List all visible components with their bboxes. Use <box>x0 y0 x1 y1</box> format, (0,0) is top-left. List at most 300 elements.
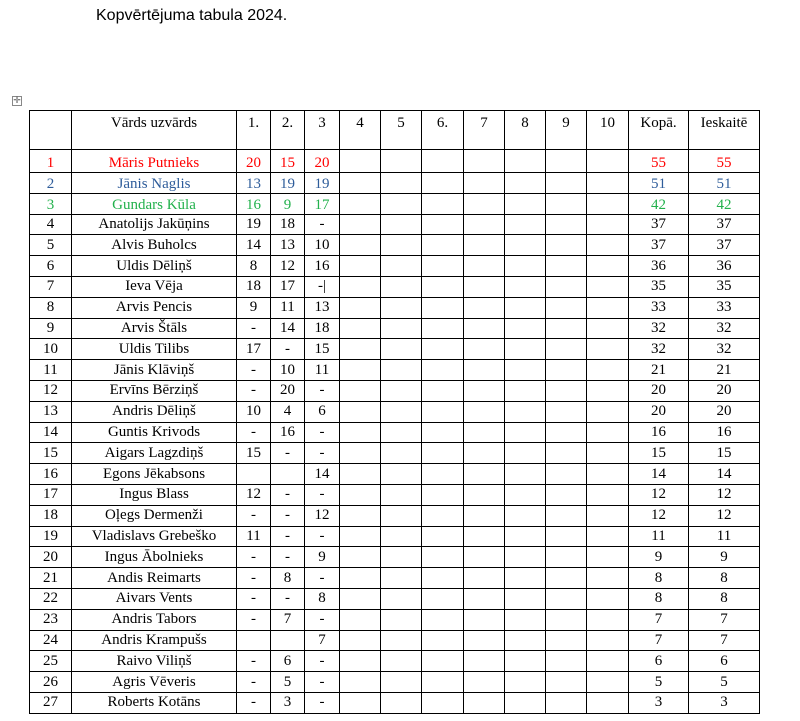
empty-round-cell <box>546 672 587 693</box>
table-row <box>30 609 760 630</box>
empty-round-cell <box>546 193 587 214</box>
empty-round-cell <box>422 173 464 194</box>
empty-round-cell <box>464 505 505 526</box>
empty-round-cell <box>505 505 546 526</box>
empty-round-cell <box>587 150 629 173</box>
table-row <box>30 547 760 568</box>
name-cell: Māris Putnieks <box>72 150 237 173</box>
empty-round-cell <box>546 692 587 713</box>
empty-round-cell <box>422 150 464 173</box>
round-3-cell: 13 <box>305 297 340 318</box>
round-1-cell: 17 <box>237 339 271 360</box>
empty-round-cell <box>587 464 629 485</box>
empty-round-cell <box>587 173 629 194</box>
table-row <box>30 630 760 651</box>
column-header: 4 <box>340 111 381 150</box>
round-3-cell: - <box>305 214 340 235</box>
empty-round-cell <box>546 547 587 568</box>
round-1-cell: - <box>237 568 271 589</box>
name-cell: Jānis Klāviņš <box>72 360 237 381</box>
credit-cell: 42 <box>689 193 760 214</box>
empty-round-cell <box>381 547 422 568</box>
empty-round-cell <box>505 360 546 381</box>
empty-round-cell <box>546 443 587 464</box>
table-row <box>30 360 760 381</box>
place-cell: 20 <box>30 547 72 568</box>
round-1-cell: - <box>237 360 271 381</box>
round-1-cell: - <box>237 692 271 713</box>
empty-round-cell <box>587 568 629 589</box>
total-cell: 36 <box>629 256 689 277</box>
empty-round-cell <box>546 651 587 672</box>
name-cell: Alvis Buholcs <box>72 235 237 256</box>
name-cell: Ieva Vēja <box>72 276 237 297</box>
column-header: Vārds uzvārds <box>72 111 237 150</box>
table-row <box>30 672 760 693</box>
name-cell: Ingus Ābolnieks <box>72 547 237 568</box>
round-2-cell: 11 <box>271 297 305 318</box>
empty-round-cell <box>422 193 464 214</box>
credit-cell: 33 <box>689 297 760 318</box>
empty-round-cell <box>340 339 381 360</box>
empty-round-cell <box>464 568 505 589</box>
credit-cell: 32 <box>689 339 760 360</box>
credit-cell: 37 <box>689 214 760 235</box>
table-row <box>30 235 760 256</box>
empty-round-cell <box>381 443 422 464</box>
column-header: 2. <box>271 111 305 150</box>
credit-cell: 12 <box>689 484 760 505</box>
place-cell: 4 <box>30 214 72 235</box>
round-1-cell: - <box>237 422 271 443</box>
empty-round-cell <box>464 150 505 173</box>
name-cell: Agris Vēveris <box>72 672 237 693</box>
column-header: 6. <box>422 111 464 150</box>
place-cell: 24 <box>30 630 72 651</box>
empty-round-cell <box>546 360 587 381</box>
empty-round-cell <box>464 276 505 297</box>
empty-round-cell <box>587 380 629 401</box>
empty-round-cell <box>464 422 505 443</box>
credit-cell: 6 <box>689 651 760 672</box>
round-2-cell: 16 <box>271 422 305 443</box>
standings-table <box>29 110 760 714</box>
empty-round-cell <box>422 318 464 339</box>
empty-round-cell <box>381 588 422 609</box>
round-1-cell: - <box>237 505 271 526</box>
empty-round-cell <box>340 297 381 318</box>
table-row <box>30 214 760 235</box>
empty-round-cell <box>340 380 381 401</box>
round-2-cell: 19 <box>271 173 305 194</box>
round-3-cell: 19 <box>305 173 340 194</box>
round-3-cell: 20 <box>305 150 340 173</box>
name-cell: Uldis Dēliņš <box>72 256 237 277</box>
empty-round-cell <box>505 588 546 609</box>
empty-round-cell <box>381 276 422 297</box>
empty-round-cell <box>505 422 546 443</box>
place-cell: 26 <box>30 672 72 693</box>
credit-cell: 37 <box>689 235 760 256</box>
empty-round-cell <box>505 464 546 485</box>
place-cell: 6 <box>30 256 72 277</box>
empty-round-cell <box>546 568 587 589</box>
credit-cell: 35 <box>689 276 760 297</box>
credit-cell: 12 <box>689 505 760 526</box>
round-2-cell: 9 <box>271 193 305 214</box>
round-3-cell: -| <box>305 276 340 297</box>
empty-round-cell <box>464 692 505 713</box>
name-cell: Egons Jēkabsons <box>72 464 237 485</box>
empty-round-cell <box>464 339 505 360</box>
empty-round-cell <box>381 568 422 589</box>
round-3-cell: 12 <box>305 505 340 526</box>
total-cell: 37 <box>629 235 689 256</box>
credit-cell: 7 <box>689 630 760 651</box>
empty-round-cell <box>587 692 629 713</box>
empty-round-cell <box>587 672 629 693</box>
empty-round-cell <box>422 547 464 568</box>
empty-round-cell <box>381 464 422 485</box>
place-cell: 18 <box>30 505 72 526</box>
name-cell: Andris Tabors <box>72 609 237 630</box>
total-cell: 42 <box>629 193 689 214</box>
empty-round-cell <box>381 339 422 360</box>
total-cell: 15 <box>629 443 689 464</box>
round-1-cell: 19 <box>237 214 271 235</box>
empty-round-cell <box>464 173 505 194</box>
empty-round-cell <box>464 651 505 672</box>
table-row <box>30 276 760 297</box>
round-2-cell: - <box>271 484 305 505</box>
credit-cell: 32 <box>689 318 760 339</box>
empty-round-cell <box>381 193 422 214</box>
round-1-cell: 9 <box>237 297 271 318</box>
total-cell: 32 <box>629 339 689 360</box>
empty-round-cell <box>422 401 464 422</box>
empty-round-cell <box>381 401 422 422</box>
place-cell: 27 <box>30 692 72 713</box>
name-cell: Gundars Kūla <box>72 193 237 214</box>
round-2-cell: 5 <box>271 672 305 693</box>
empty-round-cell <box>340 401 381 422</box>
credit-cell: 5 <box>689 672 760 693</box>
empty-round-cell <box>340 193 381 214</box>
table-row <box>30 526 760 547</box>
round-3-cell: 16 <box>305 256 340 277</box>
column-header: 5 <box>381 111 422 150</box>
empty-round-cell <box>587 360 629 381</box>
table-row <box>30 380 760 401</box>
empty-round-cell <box>464 297 505 318</box>
empty-round-cell <box>587 630 629 651</box>
total-cell: 51 <box>629 173 689 194</box>
credit-cell: 21 <box>689 360 760 381</box>
round-1-cell: 13 <box>237 173 271 194</box>
credit-cell: 7 <box>689 609 760 630</box>
round-1-cell: - <box>237 318 271 339</box>
place-cell: 1 <box>30 150 72 173</box>
round-1-cell: - <box>237 380 271 401</box>
credit-cell: 14 <box>689 464 760 485</box>
column-header: 10 <box>587 111 629 150</box>
empty-round-cell <box>546 235 587 256</box>
table-row <box>30 692 760 713</box>
round-1-cell: 20 <box>237 150 271 173</box>
round-1-cell: 12 <box>237 484 271 505</box>
empty-round-cell <box>381 484 422 505</box>
empty-round-cell <box>340 422 381 443</box>
empty-round-cell <box>381 150 422 173</box>
credit-cell: 36 <box>689 256 760 277</box>
empty-round-cell <box>505 193 546 214</box>
empty-round-cell <box>340 609 381 630</box>
total-cell: 16 <box>629 422 689 443</box>
empty-round-cell <box>505 380 546 401</box>
round-2-cell: - <box>271 505 305 526</box>
empty-round-cell <box>340 173 381 194</box>
round-1-cell: - <box>237 547 271 568</box>
empty-round-cell <box>505 318 546 339</box>
empty-round-cell <box>464 630 505 651</box>
name-cell: Aivars Vents <box>72 588 237 609</box>
empty-round-cell <box>340 276 381 297</box>
round-2-cell: 6 <box>271 651 305 672</box>
empty-round-cell <box>546 484 587 505</box>
total-cell: 3 <box>629 692 689 713</box>
empty-round-cell <box>505 672 546 693</box>
name-cell: Guntis Krivods <box>72 422 237 443</box>
empty-round-cell <box>340 692 381 713</box>
round-1-cell: 15 <box>237 443 271 464</box>
round-2-cell: 18 <box>271 214 305 235</box>
place-cell: 5 <box>30 235 72 256</box>
empty-round-cell <box>464 464 505 485</box>
empty-round-cell <box>422 443 464 464</box>
column-header: 9 <box>546 111 587 150</box>
empty-round-cell <box>422 672 464 693</box>
empty-round-cell <box>546 318 587 339</box>
empty-round-cell <box>587 505 629 526</box>
round-2-cell: - <box>271 588 305 609</box>
empty-round-cell <box>587 401 629 422</box>
empty-round-cell <box>340 568 381 589</box>
empty-round-cell <box>381 672 422 693</box>
table-row <box>30 568 760 589</box>
empty-round-cell <box>587 193 629 214</box>
empty-round-cell <box>505 150 546 173</box>
empty-round-cell <box>587 339 629 360</box>
name-cell: Arvis Štāls <box>72 318 237 339</box>
place-cell: 19 <box>30 526 72 547</box>
round-2-cell: 10 <box>271 360 305 381</box>
credit-cell: 9 <box>689 547 760 568</box>
total-cell: 14 <box>629 464 689 485</box>
table-row <box>30 318 760 339</box>
total-cell: 12 <box>629 484 689 505</box>
column-header: 1. <box>237 111 271 150</box>
empty-round-cell <box>422 422 464 443</box>
table-row <box>30 422 760 443</box>
place-cell: 10 <box>30 339 72 360</box>
table-row <box>30 297 760 318</box>
round-2-cell <box>271 464 305 485</box>
empty-round-cell <box>422 588 464 609</box>
credit-cell: 55 <box>689 150 760 173</box>
empty-round-cell <box>505 214 546 235</box>
empty-round-cell <box>546 588 587 609</box>
empty-round-cell <box>505 526 546 547</box>
place-cell: 16 <box>30 464 72 485</box>
place-cell: 21 <box>30 568 72 589</box>
round-1-cell: 14 <box>237 235 271 256</box>
total-cell: 32 <box>629 318 689 339</box>
total-cell: 35 <box>629 276 689 297</box>
column-header: 8 <box>505 111 546 150</box>
empty-round-cell <box>505 339 546 360</box>
empty-round-cell <box>381 630 422 651</box>
round-3-cell: - <box>305 526 340 547</box>
name-cell: Oļegs Dermenži <box>72 505 237 526</box>
credit-cell: 20 <box>689 401 760 422</box>
round-1-cell: 8 <box>237 256 271 277</box>
round-1-cell: 16 <box>237 193 271 214</box>
empty-round-cell <box>340 443 381 464</box>
empty-round-cell <box>587 609 629 630</box>
empty-round-cell <box>340 651 381 672</box>
name-cell: Ingus Blass <box>72 484 237 505</box>
name-cell: Ervīns Bērziņš <box>72 380 237 401</box>
table-row <box>30 443 760 464</box>
round-1-cell: 18 <box>237 276 271 297</box>
total-cell: 21 <box>629 360 689 381</box>
name-cell: Raivo Viliņš <box>72 651 237 672</box>
round-2-cell: 7 <box>271 609 305 630</box>
empty-round-cell <box>505 568 546 589</box>
empty-round-cell <box>546 630 587 651</box>
round-1-cell: - <box>237 609 271 630</box>
empty-round-cell <box>422 464 464 485</box>
round-3-cell: 11 <box>305 360 340 381</box>
name-cell: Jānis Naglis <box>72 173 237 194</box>
empty-round-cell <box>381 256 422 277</box>
empty-round-cell <box>381 318 422 339</box>
round-2-cell: 15 <box>271 150 305 173</box>
column-header: 7 <box>464 111 505 150</box>
round-3-cell: - <box>305 692 340 713</box>
round-3-cell: 10 <box>305 235 340 256</box>
empty-round-cell <box>587 276 629 297</box>
table-row <box>30 588 760 609</box>
table-row <box>30 256 760 277</box>
empty-round-cell <box>464 609 505 630</box>
empty-round-cell <box>464 672 505 693</box>
round-3-cell: 6 <box>305 401 340 422</box>
empty-round-cell <box>340 672 381 693</box>
empty-round-cell <box>340 256 381 277</box>
empty-round-cell <box>587 443 629 464</box>
empty-round-cell <box>464 443 505 464</box>
table-row <box>30 401 760 422</box>
name-cell: Andris Krampušs <box>72 630 237 651</box>
empty-round-cell <box>381 609 422 630</box>
total-cell: 20 <box>629 380 689 401</box>
empty-round-cell <box>422 235 464 256</box>
empty-round-cell <box>505 173 546 194</box>
place-cell: 15 <box>30 443 72 464</box>
empty-round-cell <box>546 422 587 443</box>
empty-round-cell <box>464 526 505 547</box>
empty-round-cell <box>381 692 422 713</box>
round-2-cell: - <box>271 526 305 547</box>
empty-round-cell <box>340 505 381 526</box>
table-row <box>30 173 760 194</box>
empty-round-cell <box>422 505 464 526</box>
empty-round-cell <box>546 339 587 360</box>
table-row <box>30 193 760 214</box>
round-3-cell: 17 <box>305 193 340 214</box>
place-cell: 2 <box>30 173 72 194</box>
four-arrows-move-icon[interactable]: ✛ <box>13 96 21 106</box>
empty-round-cell <box>381 505 422 526</box>
empty-round-cell <box>381 360 422 381</box>
empty-round-cell <box>381 214 422 235</box>
empty-round-cell <box>340 318 381 339</box>
place-cell: 12 <box>30 380 72 401</box>
empty-round-cell <box>505 443 546 464</box>
table-header-row <box>30 111 760 150</box>
round-2-cell: - <box>271 339 305 360</box>
empty-round-cell <box>422 380 464 401</box>
empty-round-cell <box>546 464 587 485</box>
empty-round-cell <box>505 651 546 672</box>
empty-round-cell <box>546 401 587 422</box>
empty-round-cell <box>340 150 381 173</box>
empty-round-cell <box>464 401 505 422</box>
name-cell: Andris Dēliņš <box>72 401 237 422</box>
round-1-cell <box>237 630 271 651</box>
empty-round-cell <box>464 235 505 256</box>
empty-round-cell <box>422 297 464 318</box>
round-1-cell: - <box>237 651 271 672</box>
total-cell: 8 <box>629 588 689 609</box>
empty-round-cell <box>546 297 587 318</box>
name-cell: Roberts Kotāns <box>72 692 237 713</box>
empty-round-cell <box>464 380 505 401</box>
empty-round-cell <box>587 297 629 318</box>
name-cell: Arvis Pencis <box>72 297 237 318</box>
empty-round-cell <box>464 193 505 214</box>
empty-round-cell <box>587 526 629 547</box>
round-3-cell: - <box>305 380 340 401</box>
name-cell: Anatolijs Jakūņins <box>72 214 237 235</box>
empty-round-cell <box>340 464 381 485</box>
empty-round-cell <box>422 651 464 672</box>
empty-round-cell <box>505 256 546 277</box>
place-cell: 11 <box>30 360 72 381</box>
place-cell: 14 <box>30 422 72 443</box>
round-3-cell: - <box>305 568 340 589</box>
empty-round-cell <box>381 526 422 547</box>
table-row <box>30 150 760 173</box>
empty-round-cell <box>340 630 381 651</box>
empty-round-cell <box>505 609 546 630</box>
empty-round-cell <box>381 380 422 401</box>
round-3-cell: 14 <box>305 464 340 485</box>
empty-round-cell <box>464 360 505 381</box>
empty-round-cell <box>505 630 546 651</box>
total-cell: 6 <box>629 651 689 672</box>
